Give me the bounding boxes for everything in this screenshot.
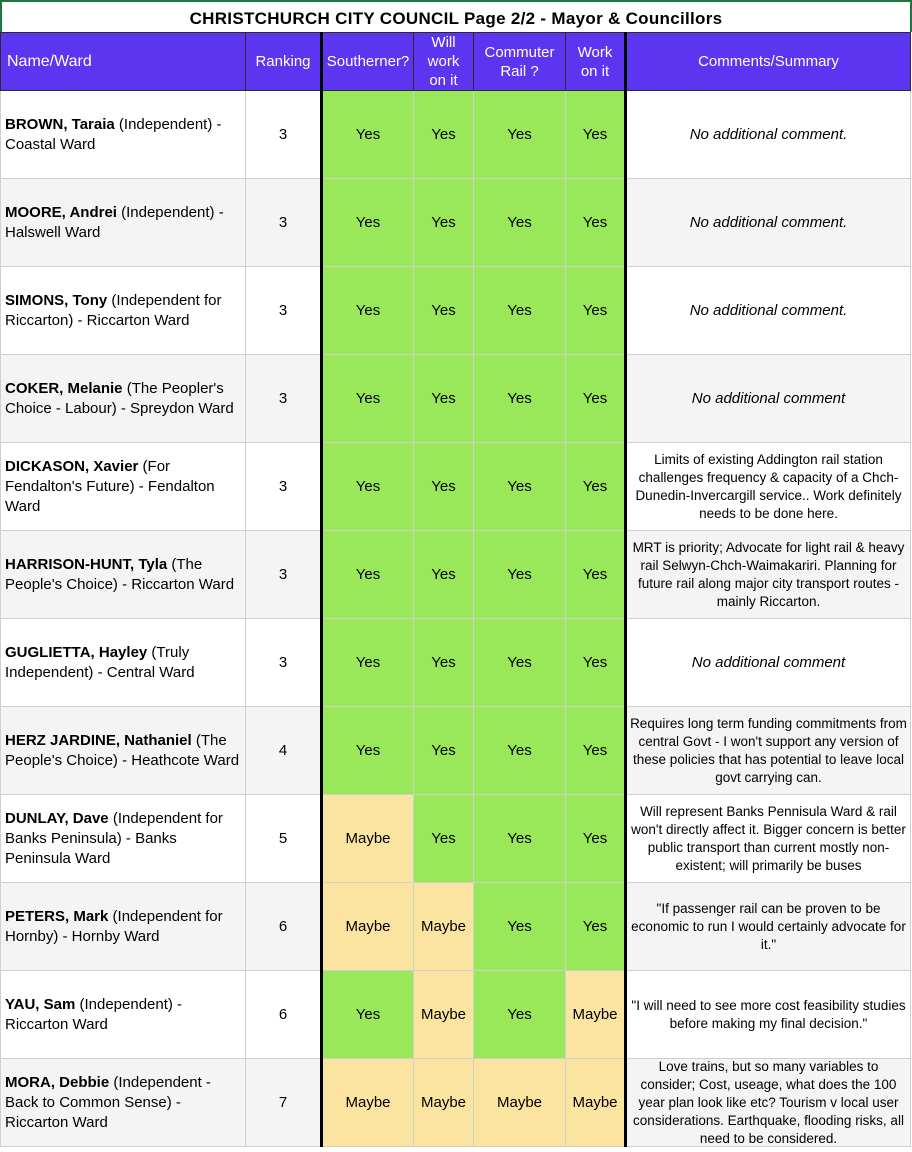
- ranking-cell: 3: [246, 619, 322, 707]
- councillor-surname: BROWN, Taraia: [5, 115, 115, 133]
- will-work-cell: Yes: [414, 795, 474, 883]
- councillor-affiliation-ward: (The People's Choice) - Heathcote Ward: [5, 731, 240, 769]
- councillor-surname: HARRISON-HUNT, Tyla: [5, 555, 168, 573]
- commuter-rail-cell: Yes: [474, 883, 566, 971]
- councillor-name-cell: [1, 707, 246, 795]
- ranking-cell: 3: [246, 267, 322, 355]
- comment-cell: [626, 619, 911, 707]
- work-on-it-cell: Yes: [566, 355, 626, 443]
- table-row: [1, 971, 911, 1059]
- councillor-surname: DUNLAY, Dave: [5, 809, 109, 827]
- table-row: [1, 795, 911, 883]
- will-work-cell: Yes: [414, 443, 474, 531]
- comment-cell: [626, 443, 911, 531]
- commuter-rail-cell: Yes: [474, 619, 566, 707]
- will-work-cell: Yes: [414, 267, 474, 355]
- councillor-name-cell: [1, 355, 246, 443]
- councillor-name-cell: [1, 267, 246, 355]
- work-on-it-cell: Yes: [566, 91, 626, 179]
- work-on-it-cell: Yes: [566, 531, 626, 619]
- header-southerner: Southerner?: [322, 33, 414, 91]
- councillor-surname: PETERS, Mark: [5, 907, 109, 925]
- ranking-cell: 5: [246, 795, 322, 883]
- councillor-surname: COKER, Melanie: [5, 379, 123, 397]
- commuter-rail-cell: Maybe: [474, 1059, 566, 1147]
- comment-cell: [626, 531, 911, 619]
- councillor-name-cell: [1, 883, 246, 971]
- southerner-cell: Yes: [322, 531, 414, 619]
- comment-cell: [626, 795, 911, 883]
- comment-text: No additional comment.: [689, 213, 848, 231]
- table-row: [1, 531, 911, 619]
- southerner-cell: Yes: [322, 707, 414, 795]
- header-ranking: Ranking: [246, 33, 322, 91]
- councillor-surname: MORA, Debbie: [5, 1073, 110, 1091]
- commuter-rail-cell: Yes: [474, 443, 566, 531]
- commuter-rail-cell: Yes: [474, 267, 566, 355]
- comment-text: No additional comment: [691, 653, 846, 671]
- commuter-rail-cell: Yes: [474, 707, 566, 795]
- header-row: [1, 33, 911, 91]
- will-work-cell: Maybe: [414, 883, 474, 971]
- southerner-cell: Maybe: [322, 795, 414, 883]
- councillor-surname: DICKASON, Xavier: [5, 457, 139, 475]
- header-comments: Comments/Summary: [626, 33, 911, 91]
- comment-cell: [626, 91, 911, 179]
- councillor-surname: SIMONS, Tony: [5, 291, 108, 309]
- councillor-affiliation-ward: (Independent) - Halswell Ward: [5, 203, 224, 241]
- header-commuter-label: Commuter Rail ?: [484, 43, 555, 80]
- work-on-it-cell: Yes: [566, 619, 626, 707]
- councillor-name-cell: [1, 1059, 246, 1147]
- table-row: [1, 707, 911, 795]
- comment-text: Love trains, but so many variables to consider; Cost, useage, what does the 100 year plan look like etc? Tourism v local user considerations. Earthquake, flooding risks, all need to be considered.: [633, 1059, 904, 1146]
- councillor-affiliation-ward: (The People's Choice) - Riccarton Ward: [5, 555, 235, 593]
- southerner-cell: Yes: [322, 267, 414, 355]
- councillor-name-cell: [1, 443, 246, 531]
- southerner-cell: Yes: [322, 619, 414, 707]
- commuter-rail-cell: Yes: [474, 531, 566, 619]
- comment-cell: [626, 883, 911, 971]
- header-commuter-rail: [474, 33, 566, 91]
- comment-text: No additional comment.: [689, 301, 848, 319]
- councillor-affiliation-ward: (For Fendalton's Future) - Fendalton Ward: [5, 457, 215, 515]
- ranking-cell: 4: [246, 707, 322, 795]
- councillor-surname: GUGLIETTA, Hayley: [5, 643, 148, 661]
- ranking-cell: 3: [246, 531, 322, 619]
- page-title: CHRISTCHURCH CITY COUNCIL Page 2/2 - Mayor & Councillors: [0, 0, 912, 32]
- councillor-affiliation-ward: (The Peopler's Choice - Labour) - Spreydon Ward: [5, 379, 234, 417]
- header-will-work-label: Will work on it: [427, 34, 460, 89]
- ranking-cell: 6: [246, 883, 322, 971]
- will-work-cell: Yes: [414, 707, 474, 795]
- header-work-label: Work on it: [577, 43, 613, 80]
- comment-text: "If passenger rail can be proven to be economic to run I would certainly advocate for it.": [631, 900, 906, 952]
- header-work-on-it: [566, 33, 626, 91]
- southerner-cell: Maybe: [322, 883, 414, 971]
- header-will-work: [414, 33, 474, 91]
- councillor-affiliation-ward: (Independent for Hornby) - Hornby Ward: [5, 907, 223, 945]
- comment-text: No additional comment.: [689, 125, 848, 143]
- councillor-name-cell: [1, 531, 246, 619]
- will-work-cell: Yes: [414, 619, 474, 707]
- table-row: [1, 883, 911, 971]
- comment-cell: [626, 707, 911, 795]
- ranking-cell: 3: [246, 179, 322, 267]
- councillor-affiliation-ward: (Independent for Riccarton) - Riccarton Ward: [5, 291, 222, 329]
- comment-text: MRT is priority; Advocate for light rail & heavy rail Selwyn-Chch-Waimakariri. Planning for future rail along major city transport routes - mainly Riccarton.: [632, 539, 905, 609]
- work-on-it-cell: Maybe: [566, 1059, 626, 1147]
- ranking-cell: 3: [246, 91, 322, 179]
- comment-text: No additional comment: [691, 389, 846, 407]
- work-on-it-cell: Maybe: [566, 971, 626, 1059]
- councillor-affiliation-ward: (Independent) - Riccarton Ward: [5, 995, 183, 1033]
- work-on-it-cell: Yes: [566, 267, 626, 355]
- comment-text: "I will need to see more cost feasibility studies before making my final decision.": [631, 997, 906, 1031]
- will-work-cell: Yes: [414, 91, 474, 179]
- ranking-cell: 3: [246, 355, 322, 443]
- councillor-affiliation-ward: (Independent for Banks Peninsula) - Banks Peninsula Ward: [5, 809, 223, 867]
- comment-cell: [626, 355, 911, 443]
- commuter-rail-cell: Yes: [474, 179, 566, 267]
- table-row: [1, 91, 911, 179]
- table-row: [1, 619, 911, 707]
- table-row: [1, 267, 911, 355]
- ranking-cell: 6: [246, 971, 322, 1059]
- councillor-name-cell: [1, 795, 246, 883]
- councillors-table: [0, 32, 911, 1147]
- work-on-it-cell: Yes: [566, 883, 626, 971]
- councillor-affiliation-ward: (Independent) - Coastal Ward: [5, 115, 222, 153]
- comment-text: Limits of existing Addington rail station challenges frequency & capacity of a Chch-Dunedin-Invercargill service.. Work definitely needs to be done here.: [635, 451, 902, 521]
- will-work-cell: Yes: [414, 355, 474, 443]
- southerner-cell: Yes: [322, 971, 414, 1059]
- southerner-cell: Yes: [322, 91, 414, 179]
- table-row: [1, 179, 911, 267]
- southerner-cell: Yes: [322, 179, 414, 267]
- southerner-cell: Maybe: [322, 1059, 414, 1147]
- comment-text: Will represent Banks Pennisula Ward & rail won't directly affect it. Bigger concern is better public transport than current mostly non-existent; will primarily be buses: [631, 803, 906, 873]
- commuter-rail-cell: Yes: [474, 355, 566, 443]
- comment-cell: [626, 971, 911, 1059]
- councillor-affiliation-ward: (Truly Independent) - Central Ward: [5, 643, 195, 681]
- comment-text: Requires long term funding commitments from central Govt - I won't support any version of these policies that has potential to leave local govt carrying can.: [630, 715, 907, 785]
- comment-cell: [626, 1059, 911, 1147]
- table-row: [1, 443, 911, 531]
- table-row: [1, 1059, 911, 1147]
- southerner-cell: Yes: [322, 355, 414, 443]
- will-work-cell: Yes: [414, 179, 474, 267]
- councillor-name-cell: [1, 179, 246, 267]
- will-work-cell: Maybe: [414, 971, 474, 1059]
- comment-cell: [626, 179, 911, 267]
- councillor-affiliation-ward: (Independent - Back to Common Sense) - Riccarton Ward: [5, 1073, 211, 1131]
- southerner-cell: Yes: [322, 443, 414, 531]
- commuter-rail-cell: Yes: [474, 795, 566, 883]
- commuter-rail-cell: Yes: [474, 971, 566, 1059]
- work-on-it-cell: Yes: [566, 795, 626, 883]
- ranking-cell: 7: [246, 1059, 322, 1147]
- councillor-name-cell: [1, 619, 246, 707]
- councillor-surname: MOORE, Andrei: [5, 203, 117, 221]
- table-row: [1, 355, 911, 443]
- comment-cell: [626, 267, 911, 355]
- work-on-it-cell: Yes: [566, 443, 626, 531]
- work-on-it-cell: Yes: [566, 707, 626, 795]
- councillor-surname: YAU, Sam: [5, 995, 76, 1013]
- header-name-ward: Name/Ward: [1, 33, 246, 91]
- councillor-surname: HERZ JARDINE, Nathaniel: [5, 731, 192, 749]
- commuter-rail-cell: Yes: [474, 91, 566, 179]
- councillor-name-cell: [1, 91, 246, 179]
- work-on-it-cell: Yes: [566, 179, 626, 267]
- will-work-cell: Maybe: [414, 1059, 474, 1147]
- will-work-cell: Yes: [414, 531, 474, 619]
- ranking-cell: 3: [246, 443, 322, 531]
- councillor-name-cell: [1, 971, 246, 1059]
